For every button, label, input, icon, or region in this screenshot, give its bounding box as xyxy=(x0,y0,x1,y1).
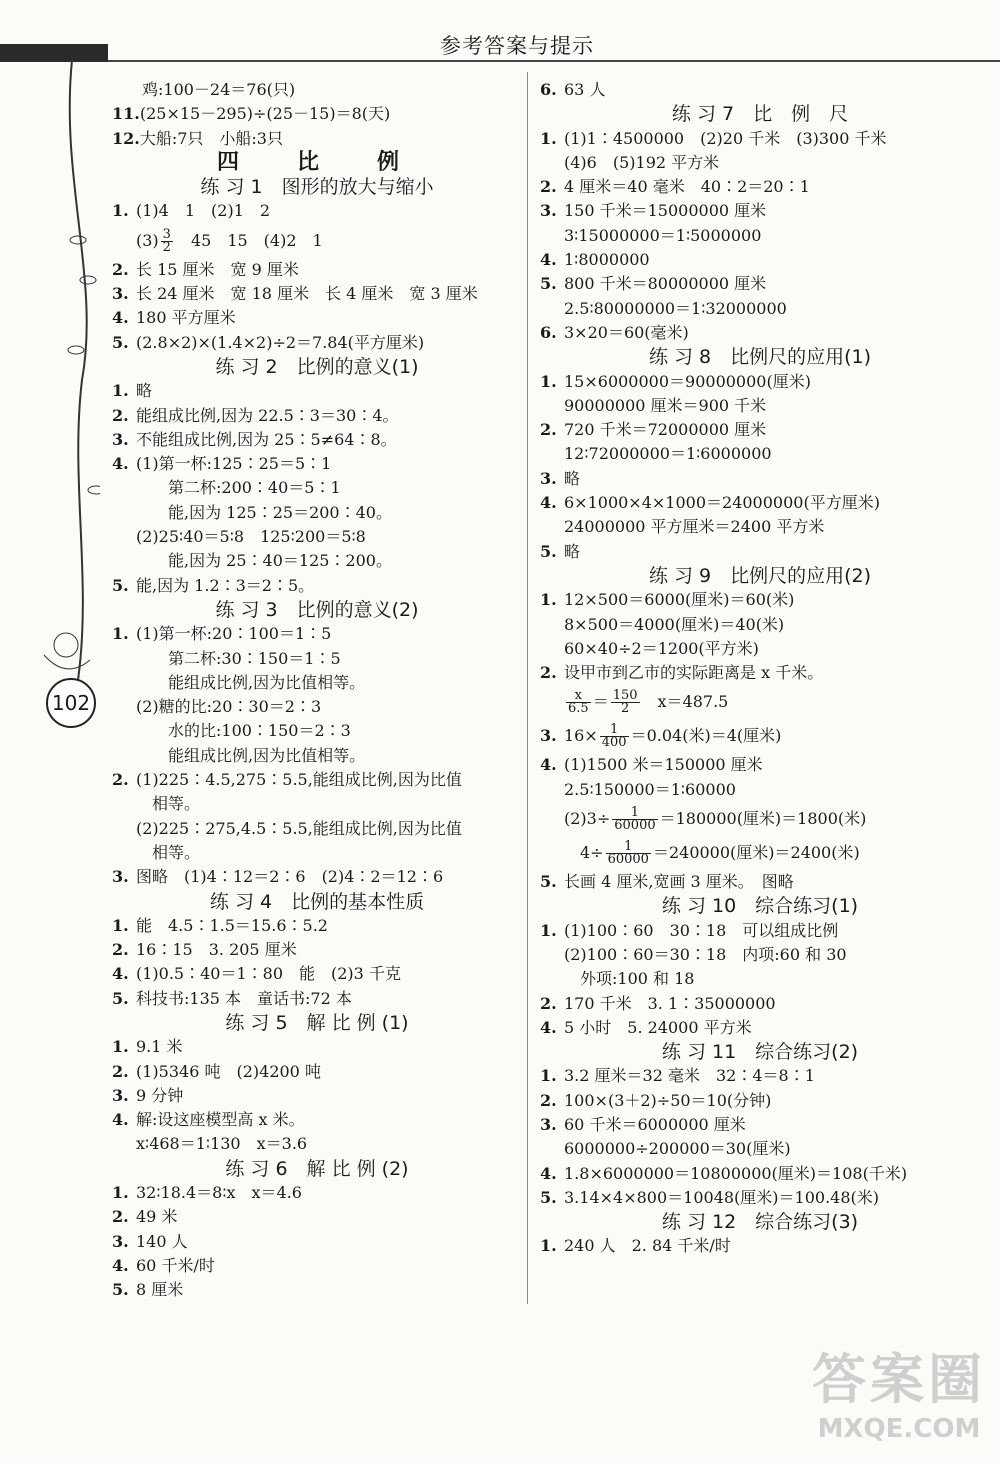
watermark xyxy=(812,1337,986,1444)
answer-line xyxy=(112,1254,522,1278)
answer-line xyxy=(112,476,522,500)
answer-text: (1)1∶4500000 (2)20 千米 (3)300 千米 xyxy=(564,128,887,148)
answer-line xyxy=(112,574,522,598)
answer-text: (2)100∶60＝30∶18 内项:60 和 30 xyxy=(564,944,847,964)
answer-text: 8×500＝4000(厘米)＝40(米) xyxy=(564,614,785,634)
answer-line xyxy=(112,987,522,1011)
answer-text: (25×15－295)÷(25－15)＝8(天) xyxy=(139,104,391,124)
fraction xyxy=(161,226,173,255)
answer-line xyxy=(540,836,980,870)
answer-text: 能组成比例,因为 22.5∶3＝30∶4。 xyxy=(136,405,399,425)
answer-text: 鸡:100－24＝76(只) xyxy=(142,80,296,99)
answer-text: 略 xyxy=(564,468,581,488)
answer-line xyxy=(112,1230,522,1254)
answer-text: (1)第一杯:125∶25＝5∶1 xyxy=(136,454,332,474)
answer-text: 解:设这座模型高 x 米。 xyxy=(136,1110,305,1130)
answer-line xyxy=(112,841,522,865)
answer-line xyxy=(540,248,980,272)
question-number: 1. xyxy=(540,1236,557,1256)
question-number: 4. xyxy=(112,308,129,328)
question-number: 4. xyxy=(540,250,557,270)
answer-text: 略 xyxy=(564,541,581,561)
answer-text: 能 4.5∶1.5＝15.6∶5.2 xyxy=(136,915,328,935)
answer-text: 150 千米＝15000000 厘米 xyxy=(564,201,767,221)
answer-line xyxy=(112,127,522,151)
answer-line xyxy=(540,719,980,753)
answer-text: 16× xyxy=(564,726,598,746)
question-number: 2. xyxy=(540,993,557,1013)
answer-line xyxy=(540,1089,980,1113)
question-number: 3. xyxy=(540,468,557,488)
right-column xyxy=(540,78,980,1259)
question-number: 5. xyxy=(112,575,129,595)
answer-line xyxy=(540,919,980,943)
answer-text: (1)第一杯:20∶100＝1∶5 xyxy=(136,624,332,644)
answer-text: 3∶15000000＝1∶5000000 xyxy=(564,225,762,245)
answer-line xyxy=(112,1035,522,1059)
answer-line xyxy=(540,613,980,637)
answer-line xyxy=(540,491,980,515)
fraction-numerator: 1 xyxy=(600,724,629,737)
answer-text: (1)5346 吨 (2)4200 吨 xyxy=(136,1061,321,1081)
vine-decoration xyxy=(0,60,100,700)
question-number: 2. xyxy=(112,1061,129,1081)
answer-text: 8 厘米 xyxy=(136,1280,184,1300)
answer-text: 63 人 xyxy=(564,80,606,99)
answer-text: 能,因为 125∶25＝200∶40。 xyxy=(136,502,392,522)
answer-line xyxy=(112,671,522,695)
answer-line xyxy=(540,467,980,491)
question-number: 3. xyxy=(112,867,129,887)
fraction-denominator: 2 xyxy=(620,701,630,717)
answer-text: (1)100∶60 30∶18 可以组成比例 xyxy=(564,920,839,940)
answer-text: 科技书:135 本 童话书:72 本 xyxy=(136,988,352,1008)
fraction xyxy=(612,807,657,832)
answer-text: 能,因为 1.2∶3＝2∶5。 xyxy=(136,575,315,595)
answer-line xyxy=(540,394,980,418)
answer-text: 60×40÷2＝1200(平方米) xyxy=(564,638,759,658)
answer-line xyxy=(540,224,980,248)
fraction-denominator: 400 xyxy=(601,735,627,751)
question-number: 4. xyxy=(540,1017,557,1037)
question-number: 3. xyxy=(112,284,129,304)
answer-line xyxy=(540,321,980,345)
answer-text: 3×20＝60(毫米) xyxy=(564,322,689,342)
answer-text: 相等。 xyxy=(136,842,201,862)
question-number: 3. xyxy=(112,429,129,449)
answer-text: 24000000 平方厘米＝2400 平方米 xyxy=(564,517,825,537)
exercise-heading: 练 习 7 比 例 尺 xyxy=(671,103,849,126)
answer-text: (1)4 1 (2)1 2 xyxy=(136,201,271,221)
answer-line xyxy=(112,1205,522,1229)
question-number: 1. xyxy=(112,915,129,935)
question-number: 2. xyxy=(112,940,129,960)
answer-text: x＝487.5 xyxy=(641,692,729,712)
answer-text: 49 米 xyxy=(136,1207,178,1227)
answer-line xyxy=(540,1186,980,1210)
answer-line xyxy=(540,967,980,991)
question-number: 5. xyxy=(540,872,557,892)
fraction xyxy=(606,841,651,866)
answer-text: 720 千米＝72000000 厘米 xyxy=(564,420,767,440)
answer-line xyxy=(112,938,522,962)
watermark-text: 答案圈 xyxy=(812,1348,986,1411)
answer-line xyxy=(540,175,980,199)
exercise-heading: 练 习 12 综合练习(3) xyxy=(661,1211,859,1234)
answer-line xyxy=(540,442,980,466)
question-number: 2. xyxy=(540,420,557,440)
answer-line xyxy=(112,549,522,573)
fraction-denominator: 60000 xyxy=(614,818,656,834)
answer-text: 60 千米＝6000000 厘米 xyxy=(564,1114,746,1134)
answer-line xyxy=(540,661,980,685)
question-number: 1. xyxy=(540,590,557,610)
answer-text: 45 15 (4)2 1 xyxy=(174,230,323,250)
answer-line xyxy=(540,1162,980,1186)
answer-text: ＝240000(厘米)＝2400(米) xyxy=(652,843,860,863)
answer-line xyxy=(112,306,522,330)
answer-text: (1)1500 米＝150000 厘米 xyxy=(564,755,763,775)
answer-text: (2)3÷ xyxy=(564,809,611,829)
question-number: 3. xyxy=(112,1231,129,1251)
answer-text: (1)0.5∶40＝1∶80 能 (2)3 千克 xyxy=(136,964,401,984)
answer-line xyxy=(112,379,522,403)
answer-text: 12×500＝6000(厘米)＝60(米) xyxy=(564,590,795,610)
answer-text: 3.14×4×800＝10048(厘米)＝100.48(米) xyxy=(564,1187,880,1207)
fraction xyxy=(566,690,591,715)
question-number: 4. xyxy=(112,964,129,984)
fraction-numerator: 1 xyxy=(612,807,657,820)
answer-line xyxy=(112,199,522,223)
answer-text: 能组成比例,因为比值相等。 xyxy=(136,672,366,692)
question-number: 3. xyxy=(540,1114,557,1134)
question-number: 1. xyxy=(112,1183,129,1203)
question-number: 1. xyxy=(540,920,557,940)
question-number: 5. xyxy=(540,541,557,561)
answer-line xyxy=(540,992,980,1016)
question-number: 3. xyxy=(112,1085,129,1105)
answer-text: (1)225∶4.5,275∶5.5,能组成比例,因为比值 xyxy=(136,770,462,790)
exercise-heading: 练 习 10 综合练习(1) xyxy=(661,895,859,918)
answer-text: ＝0.04(米)＝4(厘米) xyxy=(630,726,782,746)
answer-line xyxy=(112,258,522,282)
answer-line xyxy=(540,685,980,719)
exercise-heading: 练 习 5 解 比 例 (1) xyxy=(225,1011,409,1034)
fraction-numerator: 1 xyxy=(606,841,651,854)
exercise-heading: 练 习 4 比例的基本性质 xyxy=(209,890,425,913)
exercise-heading: 练 习 6 解 比 例 (2) xyxy=(225,1157,409,1180)
answer-text: (4)6 (5)192 平方米 xyxy=(564,152,720,172)
fraction-denominator: 60000 xyxy=(607,852,649,868)
question-number: 2. xyxy=(540,1090,557,1110)
answer-text: 800 千米＝80000000 厘米 xyxy=(564,274,767,294)
exercise-heading: 练 习 3 比例的意义(2) xyxy=(215,598,419,621)
answer-text: 4 厘米＝40 毫米 40∶2＝20∶1 xyxy=(564,177,810,197)
answer-line xyxy=(540,297,980,321)
question-number: 4. xyxy=(540,493,557,513)
answer-line xyxy=(112,962,522,986)
left-column xyxy=(112,78,522,1303)
exercise-heading: 练 习 9 比例尺的应用(2) xyxy=(648,564,872,587)
header-rule xyxy=(108,60,1000,62)
fraction-numerator: 150 xyxy=(612,688,638,704)
question-number: 4. xyxy=(112,1110,129,1130)
answer-text: 32∶18.4＝8∶x x＝4.6 xyxy=(136,1183,302,1203)
question-number: 5. xyxy=(112,332,129,352)
answer-line xyxy=(540,943,980,967)
answer-line xyxy=(112,1278,522,1302)
page-number: 102 xyxy=(46,678,96,728)
answer-line xyxy=(112,914,522,938)
question-number: 5. xyxy=(540,274,557,294)
answer-line xyxy=(540,1113,980,1137)
answer-line xyxy=(112,744,522,768)
answer-text: 图略 (1)4∶12＝2∶6 (2)4∶2＝12∶6 xyxy=(136,867,444,887)
answer-text: 不能组成比例,因为 25∶5≠64∶8。 xyxy=(136,429,397,449)
answer-line xyxy=(112,102,522,126)
answer-text: 16∶15 3. 205 厘米 xyxy=(136,940,297,960)
question-number: 1. xyxy=(112,624,129,644)
question-number: 4. xyxy=(540,1163,557,1183)
question-number: 5. xyxy=(112,1280,129,1300)
answer-text: 60 千米/时 xyxy=(136,1255,215,1275)
fraction xyxy=(600,724,629,749)
answer-text: (2)25∶40＝5∶8 125∶200＝5∶8 xyxy=(136,527,366,547)
answer-line xyxy=(540,1064,980,1088)
answer-line xyxy=(112,452,522,476)
page-title: 参考答案与提示 xyxy=(440,34,594,58)
answer-line xyxy=(540,778,980,802)
question-number: 6. xyxy=(540,80,557,99)
answer-line xyxy=(540,870,980,894)
exercise-heading: 练 习 8 比例尺的应用(1) xyxy=(648,346,872,369)
answer-text: 相等。 xyxy=(136,794,201,814)
answer-line xyxy=(540,637,980,661)
answer-line xyxy=(112,1084,522,1108)
answer-line xyxy=(112,817,522,841)
question-number: 1. xyxy=(112,1037,129,1057)
question-number: 2. xyxy=(112,770,129,790)
answer-text: 2.5∶150000＝1∶60000 xyxy=(564,779,736,799)
question-number: 4. xyxy=(112,454,129,474)
answer-line xyxy=(540,1016,980,1040)
fraction xyxy=(611,690,640,715)
question-number: 5. xyxy=(540,1187,557,1207)
answer-text: 180 平方厘米 xyxy=(136,308,236,328)
answer-line xyxy=(540,515,980,539)
answer-text: 240 人 2. 84 千米/时 xyxy=(564,1236,731,1256)
answer-text: 5 小时 5. 24000 平方米 xyxy=(564,1017,752,1037)
answer-line xyxy=(540,540,980,564)
answer-line xyxy=(112,865,522,889)
answer-line xyxy=(540,1234,980,1258)
answer-line xyxy=(540,127,980,151)
question-number: 5. xyxy=(112,988,129,1008)
answer-text: 4÷ xyxy=(564,843,604,863)
answer-text: 外项:100 和 18 xyxy=(564,969,695,989)
answer-line xyxy=(112,1060,522,1084)
answer-line xyxy=(112,622,522,646)
answer-text: 100×(3＋2)÷50＝10(分钟) xyxy=(564,1090,772,1110)
chapter-heading: 四 比 例 xyxy=(216,149,417,175)
question-number: 2. xyxy=(540,663,557,683)
answer-text: 水的比:100∶150＝2∶3 xyxy=(136,721,351,741)
question-number: 1. xyxy=(540,128,557,148)
answer-line xyxy=(112,224,522,258)
answer-line xyxy=(112,78,522,102)
answer-line xyxy=(540,370,980,394)
answer-text: 能,因为 25∶40＝125∶200。 xyxy=(136,551,392,571)
fraction-numerator: 3 xyxy=(162,226,171,242)
answer-text: 12∶72000000＝1∶6000000 xyxy=(564,444,772,464)
question-number: 6. xyxy=(540,322,557,342)
answer-text: 15×6000000＝90000000(厘米) xyxy=(564,371,811,391)
answer-line xyxy=(540,418,980,442)
answer-text: 6000000÷200000＝30(厘米) xyxy=(564,1139,791,1159)
answer-text: 大船:7只 小船:3只 xyxy=(139,128,283,148)
answer-text: 长画 4 厘米,宽画 3 厘米。 图略 xyxy=(564,872,794,892)
answer-line xyxy=(540,588,980,612)
answer-line xyxy=(112,331,522,355)
answer-text: 1∶8000000 xyxy=(564,250,650,270)
answer-text: ＝180000(厘米)＝1800(米) xyxy=(659,809,867,829)
question-number: 3. xyxy=(540,726,557,746)
question-number: 3. xyxy=(540,201,557,221)
question-number: 1. xyxy=(112,381,129,401)
question-number: 2. xyxy=(112,405,129,425)
exercise-heading: 练 习 1 图形的放大与缩小 xyxy=(200,176,434,199)
answer-text: 略 xyxy=(136,381,153,401)
answer-line xyxy=(540,1137,980,1161)
answer-line xyxy=(112,768,522,792)
answer-line xyxy=(112,525,522,549)
answer-text: 长 24 厘米 宽 18 厘米 长 4 厘米 宽 3 厘米 xyxy=(136,284,478,304)
fraction-numerator: x xyxy=(566,690,591,703)
answer-text: 2.5∶80000000＝1∶32000000 xyxy=(564,298,787,318)
question-number: 4. xyxy=(112,1255,129,1275)
answer-line xyxy=(112,282,522,306)
answer-line xyxy=(540,151,980,175)
answer-text: 设甲市到乙市的实际距离是 x 千米。 xyxy=(564,663,824,683)
exercise-heading: 练 习 11 综合练习(2) xyxy=(661,1041,859,1064)
answer-line xyxy=(112,719,522,743)
answer-line xyxy=(112,1181,522,1205)
answer-line xyxy=(540,753,980,777)
answer-text: 长 15 厘米 宽 9 厘米 xyxy=(136,259,299,279)
answer-line xyxy=(540,199,980,223)
answer-line xyxy=(540,78,980,102)
column-divider xyxy=(527,72,528,1304)
answer-line xyxy=(540,802,980,836)
answer-text: 3.2 厘米＝32 毫米 32∶4＝8∶1 xyxy=(564,1066,815,1086)
answer-text: 170 千米 3. 1∶35000000 xyxy=(564,993,776,1013)
answer-line xyxy=(112,1108,522,1132)
exercise-heading: 练 习 2 比例的意义(1) xyxy=(215,355,419,378)
answer-line xyxy=(112,501,522,525)
answer-line xyxy=(112,647,522,671)
answer-text: 能组成比例,因为比值相等。 xyxy=(136,745,366,765)
answer-text: 140 人 xyxy=(136,1231,188,1251)
question-number: 2. xyxy=(112,1207,129,1227)
answer-line xyxy=(112,404,522,428)
answer-text: ＝ xyxy=(592,692,609,712)
answer-line xyxy=(112,695,522,719)
fraction-denominator: 6.5 xyxy=(568,701,589,717)
answer-text: 1.8×6000000＝10800000(厘米)＝108(千米) xyxy=(564,1163,908,1183)
answer-text: 90000000 厘米＝900 千米 xyxy=(564,395,767,415)
answer-text: (2)糖的比:20∶30＝2∶3 xyxy=(136,697,322,717)
answer-text: (3) xyxy=(136,230,159,250)
question-number: 11. xyxy=(112,104,140,124)
question-number: 1. xyxy=(540,1066,557,1086)
answer-text: (2)225∶275,4.5∶5.5,能组成比例,因为比值 xyxy=(136,818,462,838)
answer-text: x∶468＝1∶130 x＝3.6 xyxy=(136,1134,308,1154)
answer-line xyxy=(112,1132,522,1156)
question-number: 2. xyxy=(540,177,557,197)
question-number: 1. xyxy=(112,201,129,221)
fraction-denominator: 2 xyxy=(162,239,171,255)
answer-line xyxy=(540,272,980,296)
answer-line xyxy=(112,792,522,816)
question-number: 2. xyxy=(112,259,129,279)
answer-text: (2.8×2)×(1.4×2)÷2＝7.84(平方厘米) xyxy=(136,332,425,352)
answer-text: 9 分钟 xyxy=(136,1085,184,1105)
answer-text: 6×1000×4×1000＝24000000(平方厘米) xyxy=(564,493,880,513)
answer-text: 9.1 米 xyxy=(136,1037,183,1057)
question-number: 12. xyxy=(112,128,140,148)
answer-text: 第二杯:200∶40＝5∶1 xyxy=(136,478,341,498)
question-number: 1. xyxy=(540,371,557,391)
question-number: 4. xyxy=(540,755,557,775)
answer-text: 第二杯:30∶150＝1∶5 xyxy=(136,648,341,668)
watermark-site: MXQE.COM xyxy=(817,1414,981,1444)
answer-line xyxy=(112,428,522,452)
